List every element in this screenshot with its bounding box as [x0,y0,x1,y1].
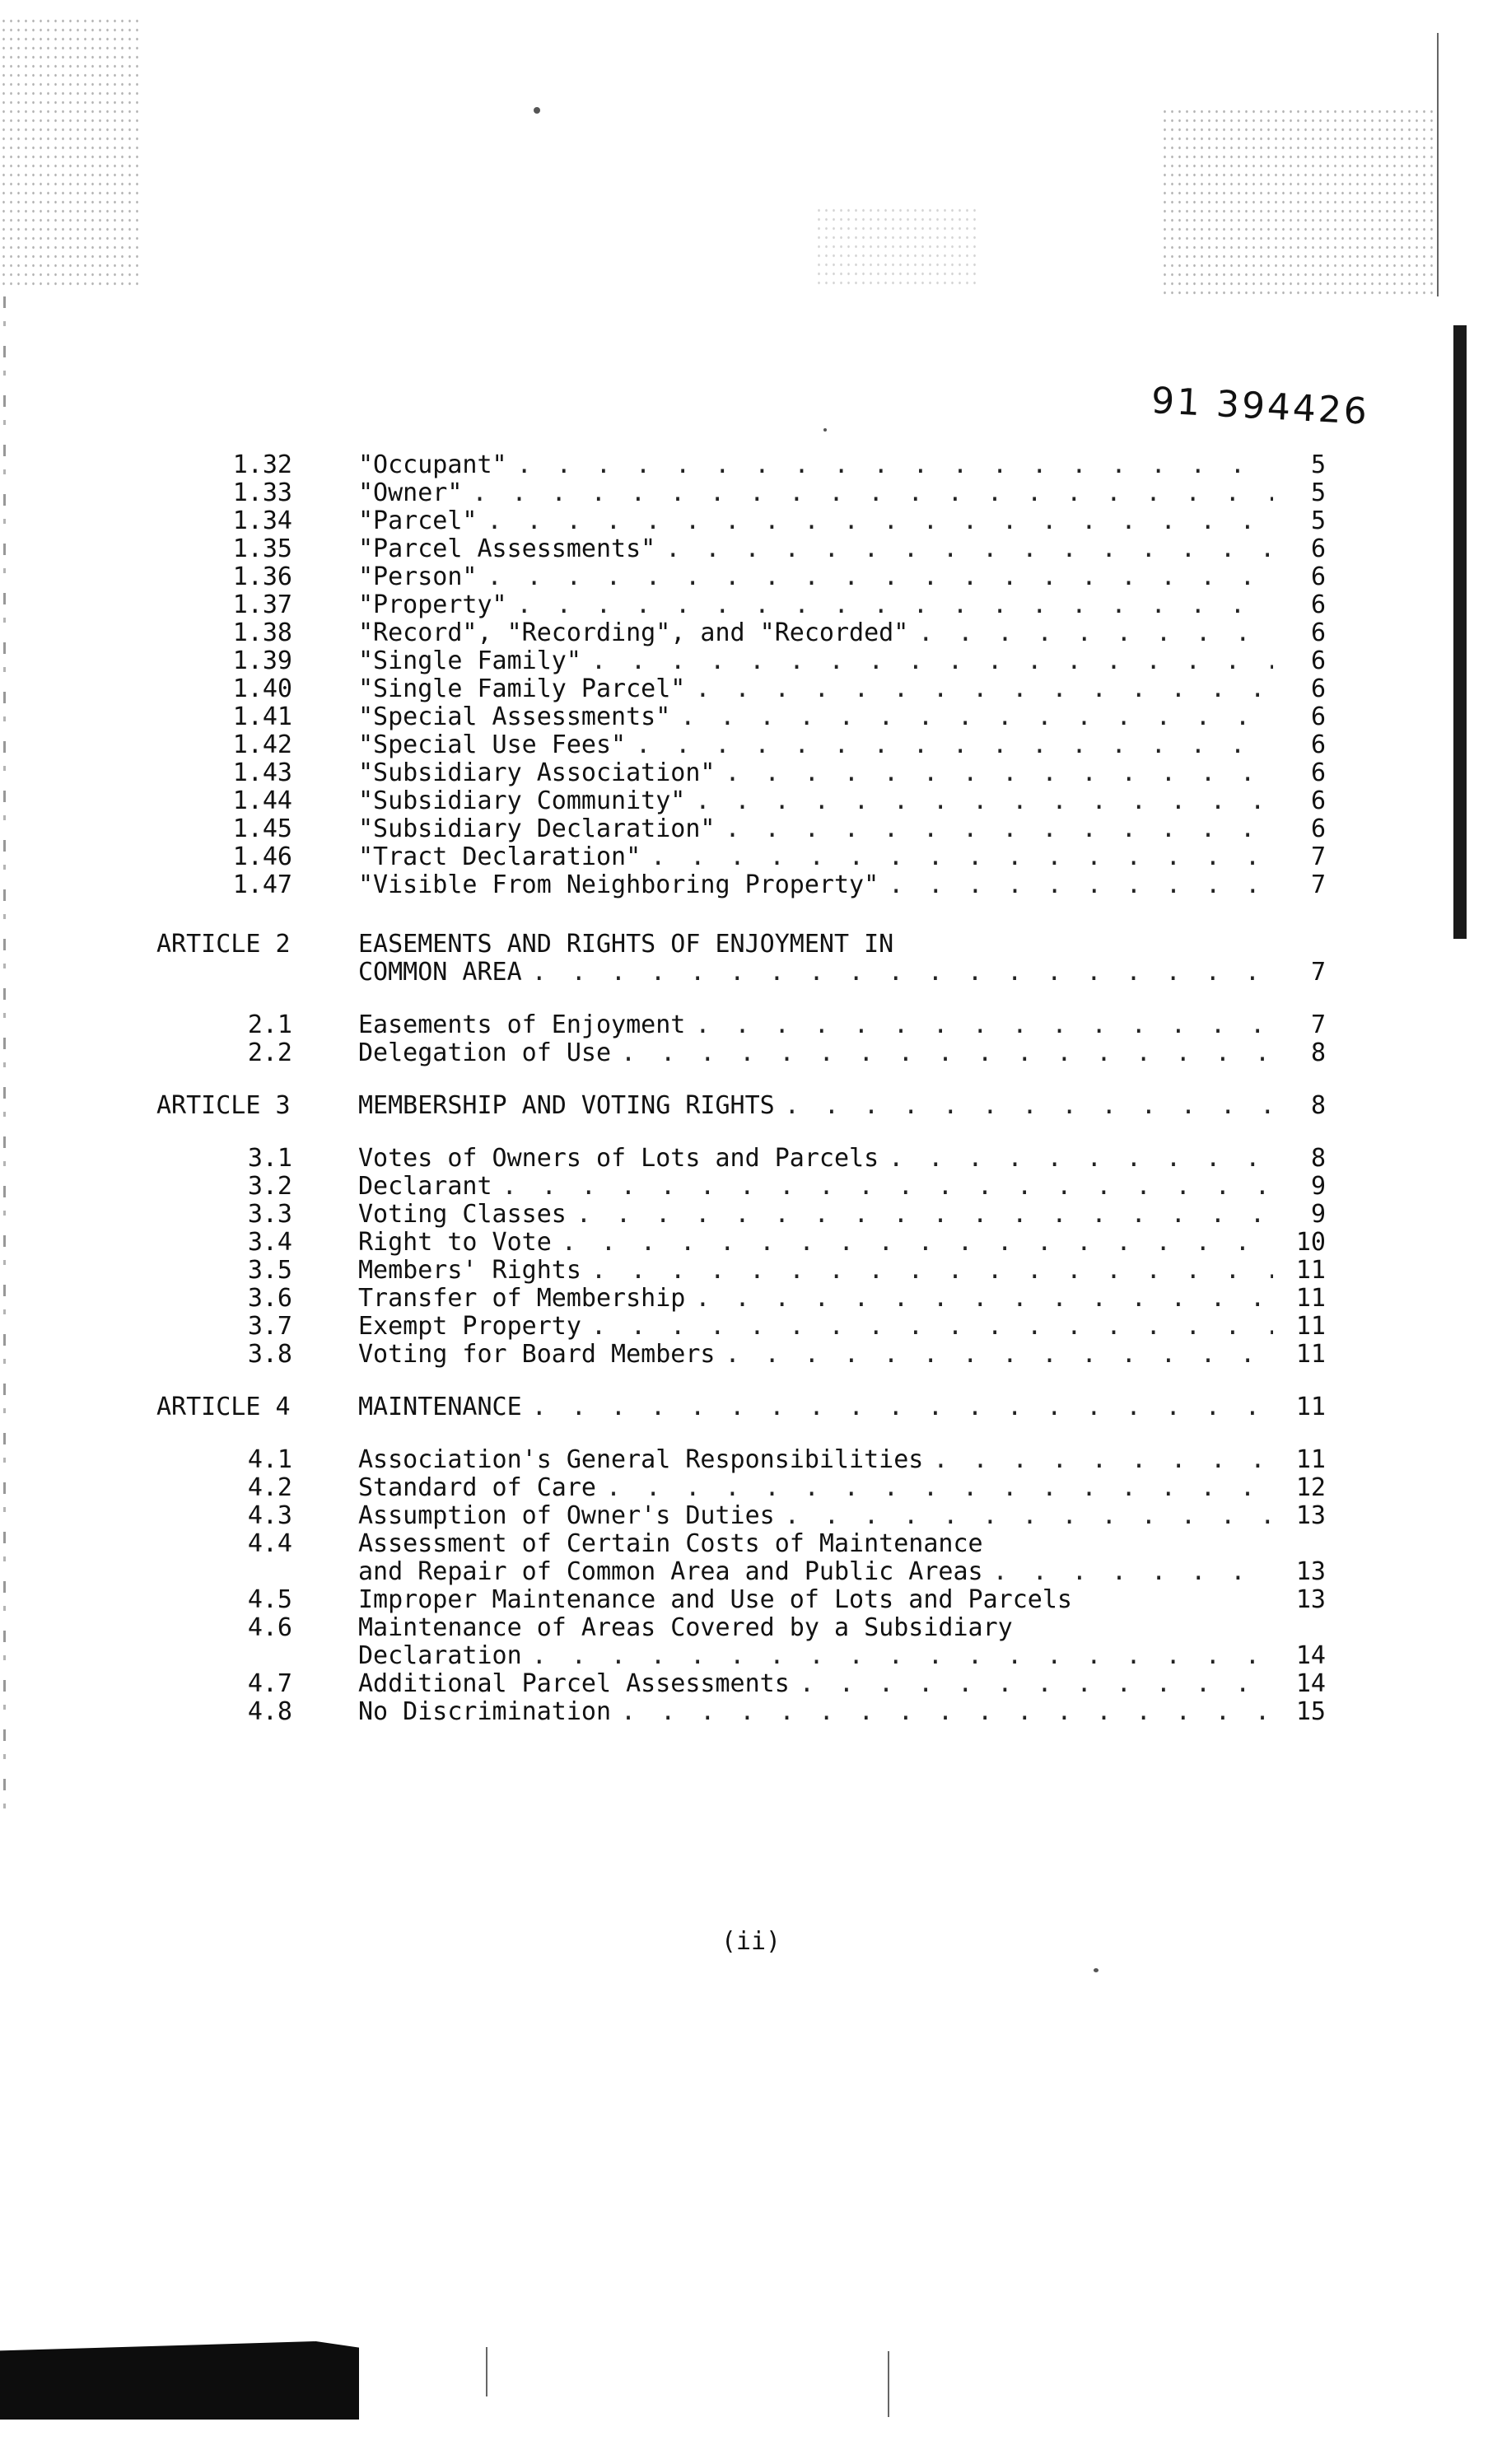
entry-page: 11 [1295,1393,1326,1421]
entry-title: Easements of Enjoyment [358,1010,686,1039]
entry-number: 4.3 [247,1501,292,1530]
scan-bottom-line [888,2351,889,2417]
scan-top-right-line [1437,33,1439,296]
entry-page: 15 [1295,1697,1326,1726]
toc-entry [156,703,1326,731]
handwritten-stamp-number: 91 394426 [1150,380,1371,433]
entry-page: 6 [1310,702,1326,731]
entry-page: 6 [1310,562,1326,591]
toc-entry [156,1145,1326,1173]
entry-number: 3.6 [247,1284,292,1313]
entry-title: "Property" [358,590,507,619]
toc-entry [156,1530,1326,1558]
entry-title: "Person" [358,562,478,591]
entry-title: "Subsidiary Community" [358,786,686,815]
toc-entry [156,619,1326,647]
entry-number: 3.1 [247,1144,292,1173]
entry-title: and Repair of Common Area and Public Areas [358,1557,983,1586]
toc-entry [156,507,1326,535]
entry-number: 4.5 [247,1585,292,1614]
toc-entry [156,1586,1326,1614]
toc-entry [156,479,1326,507]
entry-page: 6 [1310,590,1326,619]
entry-page: 13 [1295,1585,1326,1614]
article-title: COMMON AREA [358,958,522,987]
entry-number: 3.3 [247,1200,292,1229]
dot-leader [651,843,1273,871]
toc-entry [156,1011,1326,1039]
scan-speck [823,428,827,432]
toc-entry [156,1173,1326,1201]
entry-title: "Single Family Parcel" [358,674,686,703]
entry-number: 1.39 [232,646,292,675]
toc-entry [156,787,1326,815]
entry-title: "Parcel" [358,506,478,535]
dot-leader [576,1201,1273,1229]
entry-page: 13 [1295,1557,1326,1586]
scan-right-bar [1453,325,1467,939]
entry-number: 1.41 [232,702,292,731]
entry-title: Votes of Owners of Lots and Parcels [358,1144,879,1173]
dot-leader [591,1313,1273,1341]
entry-title: "Subsidiary Declaration" [358,814,716,843]
entry-number: 1.44 [232,786,292,815]
entry-number: 2.1 [247,1010,292,1039]
toc-entry [156,1285,1326,1313]
dot-leader [487,507,1274,535]
table-of-contents [156,451,1326,1726]
entry-title: Right to Vote [358,1228,552,1257]
entry-page: 6 [1310,618,1326,647]
article-title: EASEMENTS AND RIGHTS OF ENJOYMENT IN [358,930,894,959]
dot-leader [725,815,1273,843]
scan-bottom-blob [0,2341,359,2420]
entry-page: 11 [1295,1256,1326,1285]
entry-page: 5 [1310,450,1326,479]
dot-leader [606,1474,1273,1502]
dot-leader [785,1502,1273,1530]
entry-number: 1.46 [232,842,292,871]
toc-entry [156,1229,1326,1257]
entry-title: "Record", "Recording", and "Recorded" [358,618,909,647]
entry-title: "Single Family" [358,646,581,675]
entry-number: 3.4 [247,1228,292,1257]
entry-page: 5 [1310,506,1326,535]
entry-number: 1.36 [232,562,292,591]
entry-page: 7 [1310,1010,1326,1039]
article-label: ARTICLE 3 [156,1091,291,1120]
entry-title: "Subsidiary Association" [358,758,716,787]
entry-page: 8 [1310,1091,1326,1120]
entry-page: 6 [1310,646,1326,675]
entry-page: 11 [1295,1340,1326,1369]
dot-leader [695,1285,1273,1313]
entry-page: 14 [1295,1641,1326,1670]
toc-entry [156,1474,1326,1502]
entry-page: 6 [1310,786,1326,815]
entry-page: 12 [1295,1473,1326,1502]
entry-page: 7 [1310,870,1326,899]
toc-entry [156,1614,1326,1642]
entry-page: 8 [1310,1144,1326,1173]
dot-leader [725,759,1273,787]
article-heading [156,931,1326,959]
entry-number: 4.1 [247,1445,292,1474]
entry-number: 1.32 [232,450,292,479]
entry-number: 2.2 [247,1038,292,1067]
entry-title: Members' Rights [358,1256,581,1285]
toc-entry [156,591,1326,619]
toc-entry [156,759,1326,787]
dot-leader [725,1341,1273,1369]
dot-leader [918,619,1273,647]
toc-entry [156,675,1326,703]
entry-page: 7 [1310,842,1326,871]
entry-number: 1.34 [232,506,292,535]
dot-leader [621,1039,1273,1067]
entry-page: 6 [1310,534,1326,563]
entry-number: 3.8 [247,1340,292,1369]
entry-page: 11 [1295,1445,1326,1474]
toc-entry [156,843,1326,871]
entry-title: Standard of Care [358,1473,596,1502]
article-label: ARTICLE 2 [156,930,291,959]
entry-number: 1.37 [232,590,292,619]
entry-page: 6 [1310,674,1326,703]
dot-leader [695,787,1273,815]
toc-entry [156,1698,1326,1726]
entry-page: 11 [1295,1284,1326,1313]
dot-leader [532,1393,1273,1421]
entry-number: 1.35 [232,534,292,563]
entry-title: "Special Assessments" [358,702,671,731]
article-title: MAINTENANCE [358,1393,522,1421]
entry-number: 4.2 [247,1473,292,1502]
toc-entry-continued [156,1558,1326,1586]
scan-speck [534,107,540,114]
scan-left-edge [3,296,6,1820]
dot-leader [502,1173,1273,1201]
entry-title: Improper Maintenance and Use of Lots and Parcels [358,1585,1072,1614]
scan-noise-top-left [0,16,140,288]
article-heading [156,1092,1326,1120]
dot-leader [785,1092,1273,1120]
entry-number: 3.7 [247,1312,292,1341]
entry-number: 1.40 [232,674,292,703]
toc-entry [156,451,1326,479]
toc-entry [156,1039,1326,1067]
toc-entry [156,731,1326,759]
scan-speck [1094,1968,1099,1972]
entry-title: "Owner" [358,478,463,507]
entry-number: 1.42 [232,730,292,759]
entry-number: 4.4 [247,1529,292,1558]
dot-leader [933,1446,1273,1474]
toc-entry [156,1502,1326,1530]
dot-leader [517,451,1273,479]
entry-title: Declarant [358,1172,492,1201]
dot-leader [889,871,1273,899]
entry-title: "Tract Declaration" [358,842,641,871]
entry-title: Assumption of Owner's Duties [358,1501,775,1530]
dot-leader [591,1257,1273,1285]
entry-title: Additional Parcel Assessments [358,1669,790,1698]
dot-leader [487,563,1274,591]
entry-page: 7 [1310,958,1326,987]
toc-entry-continued [156,1642,1326,1670]
entry-title: Delegation of Use [358,1038,612,1067]
dot-leader [636,731,1273,759]
toc-entry [156,535,1326,563]
entry-number: 1.43 [232,758,292,787]
toc-entry [156,1201,1326,1229]
toc-entry [156,1313,1326,1341]
entry-number: 4.6 [247,1613,292,1642]
toc-entry [156,871,1326,899]
dot-leader [532,959,1273,987]
entry-number: 4.8 [247,1697,292,1726]
dot-leader [665,535,1273,563]
toc-entry [156,647,1326,675]
entry-title: Maintenance of Areas Covered by a Subsidiary [358,1613,1013,1642]
entry-page: 6 [1310,814,1326,843]
toc-entry [156,815,1326,843]
dot-leader [695,1011,1273,1039]
entry-title: Transfer of Membership [358,1284,686,1313]
entry-title: "Special Use Fees" [358,730,627,759]
entry-page: 5 [1310,478,1326,507]
dot-leader [562,1229,1273,1257]
toc-entry [156,1341,1326,1369]
entry-page: 9 [1310,1172,1326,1201]
dot-leader [695,675,1273,703]
entry-number: 1.38 [232,618,292,647]
entry-page: 6 [1310,758,1326,787]
article-heading-continued [156,959,1326,987]
entry-page: 11 [1295,1312,1326,1341]
toc-entry [156,563,1326,591]
entry-page: 9 [1310,1200,1326,1229]
entry-title: Voting Classes [358,1200,567,1229]
dot-leader [621,1698,1273,1726]
article-title: MEMBERSHIP AND VOTING RIGHTS [358,1091,775,1120]
entry-title: "Parcel Assessments" [358,534,656,563]
article-heading [156,1393,1326,1421]
entry-title: "Occupant" [358,450,507,479]
entry-number: 3.5 [247,1256,292,1285]
entry-title: "Visible From Neighboring Property" [358,870,879,899]
entry-page: 13 [1295,1501,1326,1530]
entry-title: Association's General Responsibilities [358,1445,924,1474]
dot-leader [472,479,1273,507]
entry-number: 1.47 [232,870,292,899]
entry-number: 3.2 [247,1172,292,1201]
entry-number: 1.33 [232,478,292,507]
scan-noise-top-right [1161,107,1433,296]
entry-title: Exempt Property [358,1312,581,1341]
scan-bottom-line [486,2347,487,2396]
entry-title: Voting for Board Members [358,1340,716,1369]
entry-title: Assessment of Certain Costs of Maintenance [358,1529,983,1558]
dot-leader [680,703,1273,731]
entry-page: 14 [1295,1669,1326,1698]
dot-leader [800,1670,1273,1698]
entry-number: 1.45 [232,814,292,843]
toc-entry [156,1670,1326,1698]
entry-page: 10 [1295,1228,1326,1257]
page-number-footer: (ii) [721,1927,781,1956]
toc-entry [156,1446,1326,1474]
scan-noise-top-middle [815,206,980,288]
entry-title: No Discrimination [358,1697,612,1726]
entry-title: Declaration [358,1641,522,1670]
dot-leader [993,1558,1273,1586]
entry-page: 6 [1310,730,1326,759]
dot-leader [889,1145,1273,1173]
toc-entry [156,1257,1326,1285]
entry-page: 8 [1310,1038,1326,1067]
article-label: ARTICLE 4 [156,1393,291,1421]
dot-leader [517,591,1273,619]
entry-number: 4.7 [247,1669,292,1698]
dot-leader [591,647,1273,675]
dot-leader [532,1642,1273,1670]
